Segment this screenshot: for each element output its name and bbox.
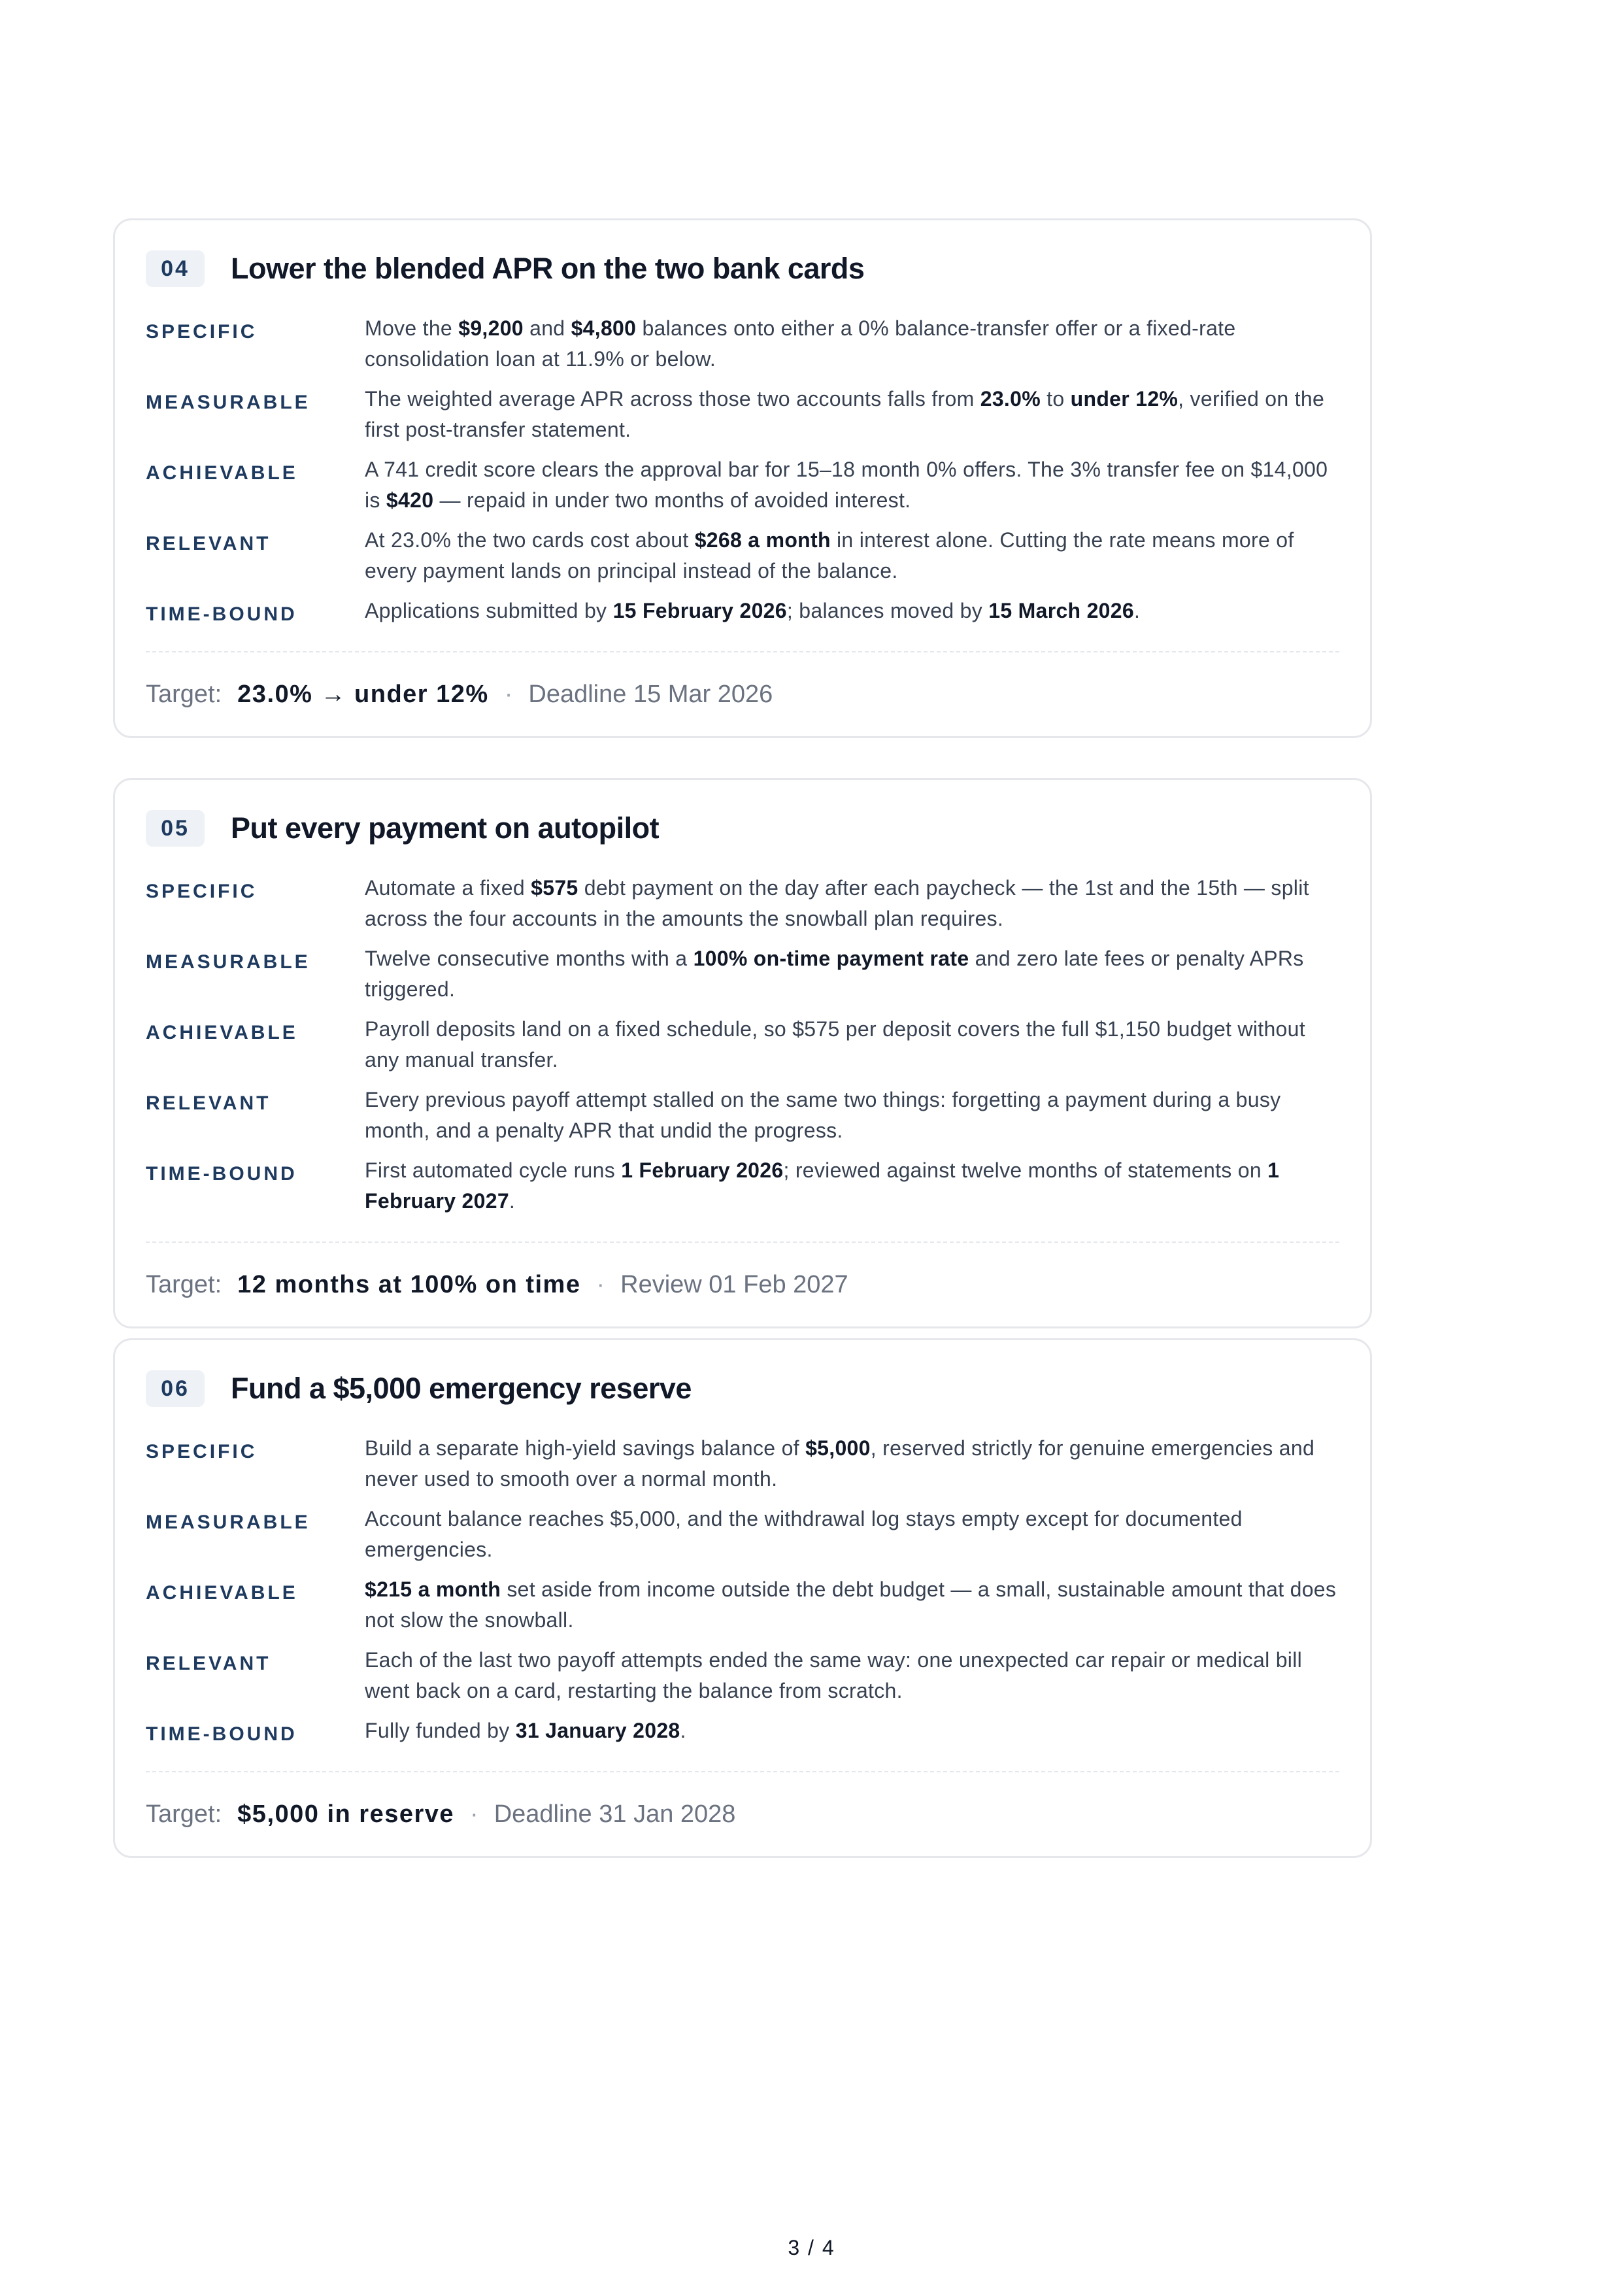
smart-row-time-bound: [146, 596, 1339, 626]
deadline: Deadline 15 Mar 2026: [528, 680, 773, 708]
goal-card: [113, 1338, 1372, 1858]
smart-row-relevant: [146, 1645, 1339, 1706]
smart-text: [365, 1014, 1339, 1075]
text-run: Automate a fixed: [365, 876, 531, 900]
separator: ·: [596, 1270, 605, 1298]
goal-title: Lower the blended APR on the two bank cards: [231, 252, 865, 285]
smart-text: [365, 1715, 1339, 1746]
smart-text: [365, 1504, 1339, 1565]
smart-label: RELEVANT: [146, 1092, 271, 1114]
deadline: Deadline 31 Jan 2028: [494, 1800, 736, 1828]
text-run: Each of the last two payoff attempts ended the same way: one unexpected car repair or medical bill went back on a card, restarting the balance from scratch.: [365, 1648, 1303, 1702]
goal-number: 05: [146, 810, 205, 847]
goal-header: [146, 809, 1339, 848]
smart-text: [365, 384, 1339, 445]
target-footer: [146, 1772, 1339, 1856]
smart-label: MEASURABLE: [146, 1511, 310, 1533]
text-run: Applications submitted by: [365, 599, 613, 622]
text-run: , reserved strictly for genuine emergencies and never used to smooth over a normal month.: [365, 1436, 1315, 1491]
separator: ·: [470, 1800, 478, 1828]
target-value: $5,000 in reserve: [237, 1800, 455, 1828]
smart-text: [365, 1155, 1339, 1217]
target-label: Target:: [146, 680, 222, 708]
emphasis: 100% on-time payment rate: [693, 947, 969, 970]
text-run: Fully funded by: [365, 1719, 516, 1742]
text-run: in interest alone. Cutting the rate means more of every payment lands on principal instead of the balance.: [365, 528, 1294, 582]
target-value: 23.0% → under 12%: [237, 680, 489, 708]
goal-header: [146, 249, 1339, 288]
emphasis: 23.0%: [980, 387, 1041, 411]
smart-label: MEASURABLE: [146, 951, 310, 973]
emphasis: $268 a month: [694, 528, 831, 552]
text-run: Payroll deposits land on a fixed schedule, so $575 per deposit covers the full $1,150 budget without any manual transfer.: [365, 1017, 1305, 1072]
goal-card: [113, 218, 1372, 738]
smart-label: RELEVANT: [146, 533, 271, 554]
text-run: .: [509, 1189, 516, 1213]
smart-row-relevant: [146, 1085, 1339, 1146]
emphasis: $4,800: [571, 316, 637, 340]
deadline: Review 01 Feb 2027: [620, 1270, 848, 1298]
text-run: A 741 credit score clears the approval bar for 15–18 month 0% offers. The 3% transfer fee on $14,000 is: [365, 458, 1328, 512]
smart-text: [365, 943, 1339, 1005]
smart-row-measurable: [146, 384, 1339, 445]
smart-row-time-bound: [146, 1715, 1339, 1746]
emphasis: $575: [531, 876, 578, 900]
goal-number: 04: [146, 250, 205, 287]
smart-label: RELEVANT: [146, 1653, 271, 1674]
goal-number: 06: [146, 1370, 205, 1407]
goal-title: Put every payment on autopilot: [231, 811, 660, 845]
emphasis: 15 March 2026: [988, 599, 1134, 622]
smart-text: [365, 1085, 1339, 1146]
smart-text: [365, 454, 1339, 516]
text-run: ; balances moved by: [786, 599, 989, 622]
separator: ·: [504, 680, 513, 708]
smart-row-relevant: [146, 525, 1339, 586]
text-run: Every previous payoff attempt stalled on the same two things: forgetting a payment during a busy month, and a penalty APR that undid the progress.: [365, 1088, 1281, 1142]
emphasis: $9,200: [458, 316, 524, 340]
text-run: First automated cycle runs: [365, 1158, 622, 1182]
text-run: and: [523, 316, 571, 340]
smart-label: TIME-BOUND: [146, 603, 297, 625]
emphasis: 1 February 2026: [621, 1158, 784, 1182]
emphasis: $5,000: [805, 1436, 871, 1460]
smart-label: ACHIEVABLE: [146, 1022, 298, 1043]
text-run: .: [680, 1719, 686, 1742]
text-run: .: [1133, 599, 1141, 622]
smart-row-specific: [146, 1433, 1339, 1494]
page-number: 3 / 4: [788, 2236, 835, 2259]
text-run: balances onto either a 0% balance-transfer offer or a fixed-rate consolidation loan at 11.9% or below.: [365, 316, 1236, 371]
smart-label: SPECIFIC: [146, 1441, 258, 1462]
smart-row-achievable: [146, 1574, 1339, 1636]
text-run: Build a separate high-yield savings balance of: [365, 1436, 806, 1460]
smart-text: [365, 1645, 1339, 1706]
smart-text: [365, 1574, 1339, 1636]
text-run: Twelve consecutive months with a: [365, 947, 694, 970]
smart-label: TIME-BOUND: [146, 1723, 297, 1745]
smart-row-measurable: [146, 1504, 1339, 1565]
smart-row-time-bound: [146, 1155, 1339, 1217]
text-run: set aside from income outside the debt budget — a small, sustainable amount that does not slow the snowball.: [365, 1578, 1337, 1632]
target-value: 12 months at 100% on time: [237, 1270, 581, 1298]
text-run: debt payment on the day after each paycheck — the 1st and the 15th — split across the four accounts in the amounts the snowball plan requires.: [365, 876, 1309, 930]
target-footer: [146, 652, 1339, 736]
target-label: Target:: [146, 1270, 222, 1298]
smart-row-measurable: [146, 943, 1339, 1005]
text-run: — repaid in under two months of avoided interest.: [433, 488, 911, 512]
emphasis: 31 January 2028: [515, 1719, 680, 1742]
text-run: to: [1040, 387, 1071, 411]
goal-card: [113, 778, 1372, 1328]
emphasis: $420: [386, 488, 434, 512]
target-footer: [146, 1243, 1339, 1326]
text-run: Account balance reaches $5,000, and the withdrawal log stays empty except for documented emergencies.: [365, 1507, 1243, 1561]
smart-label: MEASURABLE: [146, 392, 310, 413]
smart-text: [365, 873, 1339, 934]
smart-row-achievable: [146, 454, 1339, 516]
smart-text: [365, 313, 1339, 375]
smart-text: [365, 596, 1339, 626]
smart-text: [365, 525, 1339, 586]
smart-text: [365, 1433, 1339, 1494]
target-label: Target:: [146, 1800, 222, 1828]
text-run: At 23.0% the two cards cost about: [365, 528, 695, 552]
text-run: , verified on the first post-transfer statement.: [365, 387, 1325, 441]
smart-row-achievable: [146, 1014, 1339, 1075]
text-run: ; reviewed against twelve months of statements on: [783, 1158, 1268, 1182]
smart-label: SPECIFIC: [146, 881, 258, 902]
emphasis: 15 February 2026: [612, 599, 787, 622]
goal-header: [146, 1369, 1339, 1408]
smart-label: SPECIFIC: [146, 321, 258, 343]
emphasis: $215 a month: [365, 1578, 501, 1601]
smart-label: TIME-BOUND: [146, 1163, 297, 1185]
smart-row-specific: [146, 313, 1339, 375]
text-run: Move the: [365, 316, 459, 340]
smart-label: ACHIEVABLE: [146, 1582, 298, 1604]
goal-title: Fund a $5,000 emergency reserve: [231, 1372, 692, 1405]
text-run: The weighted average APR across those two accounts falls from: [365, 387, 980, 411]
emphasis: 1 February 2027: [365, 1158, 1280, 1213]
smart-row-specific: [146, 873, 1339, 934]
smart-label: ACHIEVABLE: [146, 462, 298, 484]
text-run: and zero late fees or penalty APRs triggered.: [365, 947, 1304, 1001]
emphasis: under 12%: [1070, 387, 1179, 411]
